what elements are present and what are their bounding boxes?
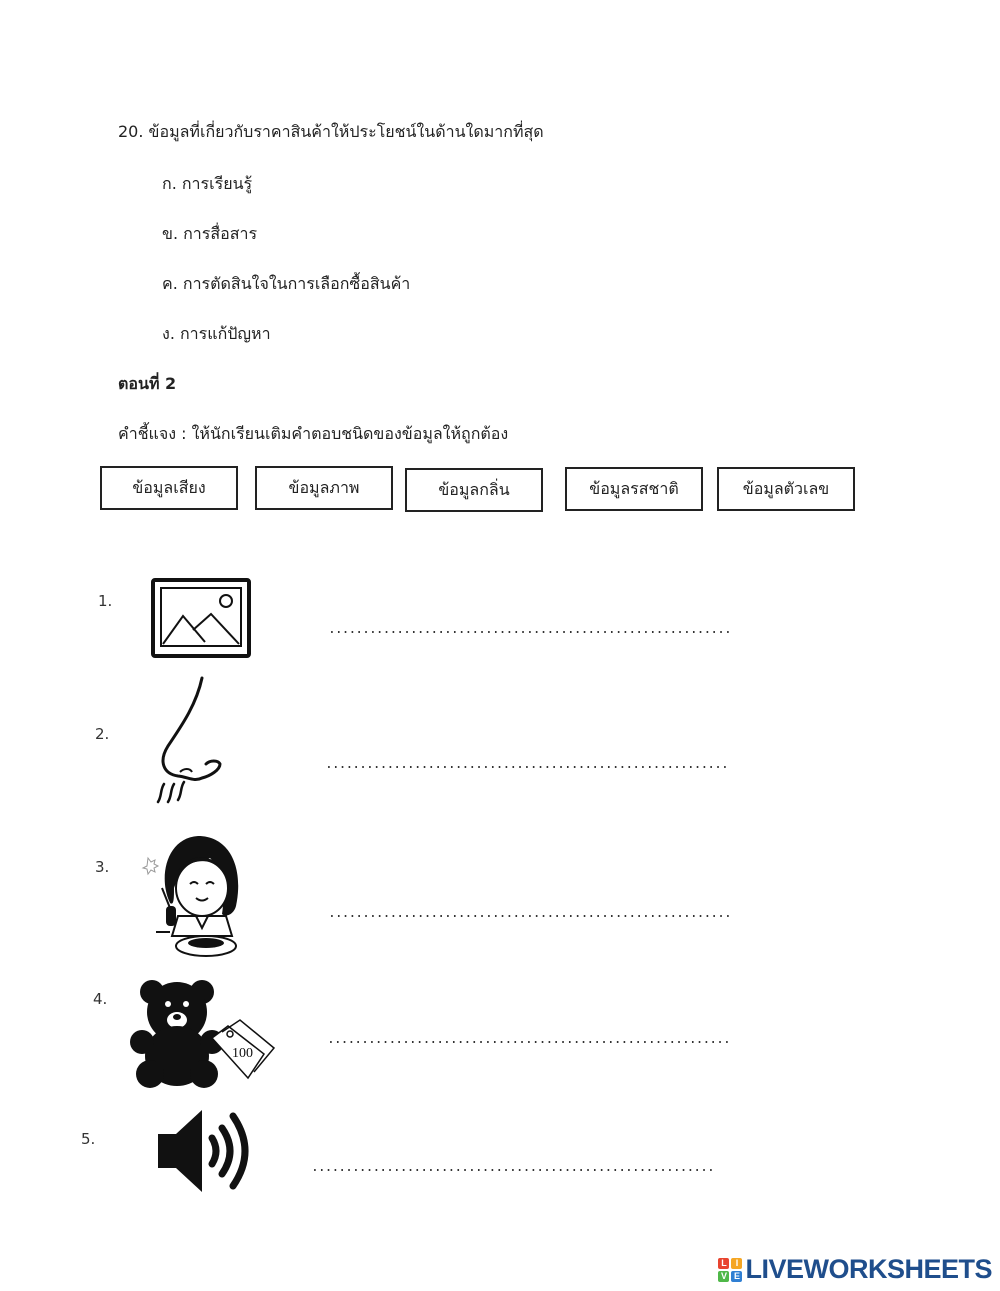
liveworksheets-logo[interactable] [718,1254,992,1285]
picture-icon [151,578,251,662]
question-title: 20. ข้อมูลที่เกี่ยวกับราคาสินค้าให้ประโยชน์ในด้านใดมากที่สุด [118,122,544,141]
nose-icon [150,676,230,810]
answer-blank-1[interactable]: ........................................................... [328,622,731,637]
item-4-number: 4. [93,990,108,1008]
word-bank-taste[interactable]: ข้อมูลรสชาติ [565,467,703,511]
logo-letter-l: L [718,1258,729,1269]
answer-blank-4[interactable]: ........................................................... [327,1032,730,1047]
item-1-number: 1. [98,592,113,610]
word-bank-sound[interactable]: ข้อมูลเสียง [100,466,238,510]
girl-eating-icon [140,828,250,972]
logo-mark [718,1258,742,1282]
word-bank-image[interactable]: ข้อมูลภาพ [255,466,393,510]
price-tag-label: 100 [232,1046,253,1061]
part-heading: ตอนที่ 2 [118,374,177,393]
word-bank-number[interactable]: ข้อมูลตัวเลข [717,467,855,511]
brand-name: LIVEWORKSHEETS [745,1254,992,1284]
logo-letter-i: I [731,1258,742,1269]
logo-letter-e: E [731,1271,742,1282]
choice-b: ข. การสื่อสาร [162,224,258,243]
item-2-number: 2. [95,725,110,743]
instruction: คำชี้แจง : ให้นักเรียนเติมคำตอบชนิดของข้อมูลให้ถูกต้อง [118,424,509,443]
choice-d: ง. การแก้ปัญหา [162,324,271,343]
choice-c: ค. การตัดสินใจในการเลือกซื้อสินค้า [162,274,411,293]
answer-blank-2[interactable]: ........................................................... [325,757,728,772]
speaker-volume-icon [156,1106,266,1200]
answer-blank-5[interactable]: ........................................................... [311,1160,714,1175]
item-5-number: 5. [81,1130,96,1148]
teddy-bear-price-tag-icon [128,972,278,1090]
word-bank-smell[interactable]: ข้อมูลกลิ่น [405,468,543,512]
choice-a: ก. การเรียนรู้ [162,174,253,193]
logo-letter-v: V [718,1271,729,1282]
answer-blank-3[interactable]: ........................................................... [328,906,731,921]
item-3-number: 3. [95,858,110,876]
